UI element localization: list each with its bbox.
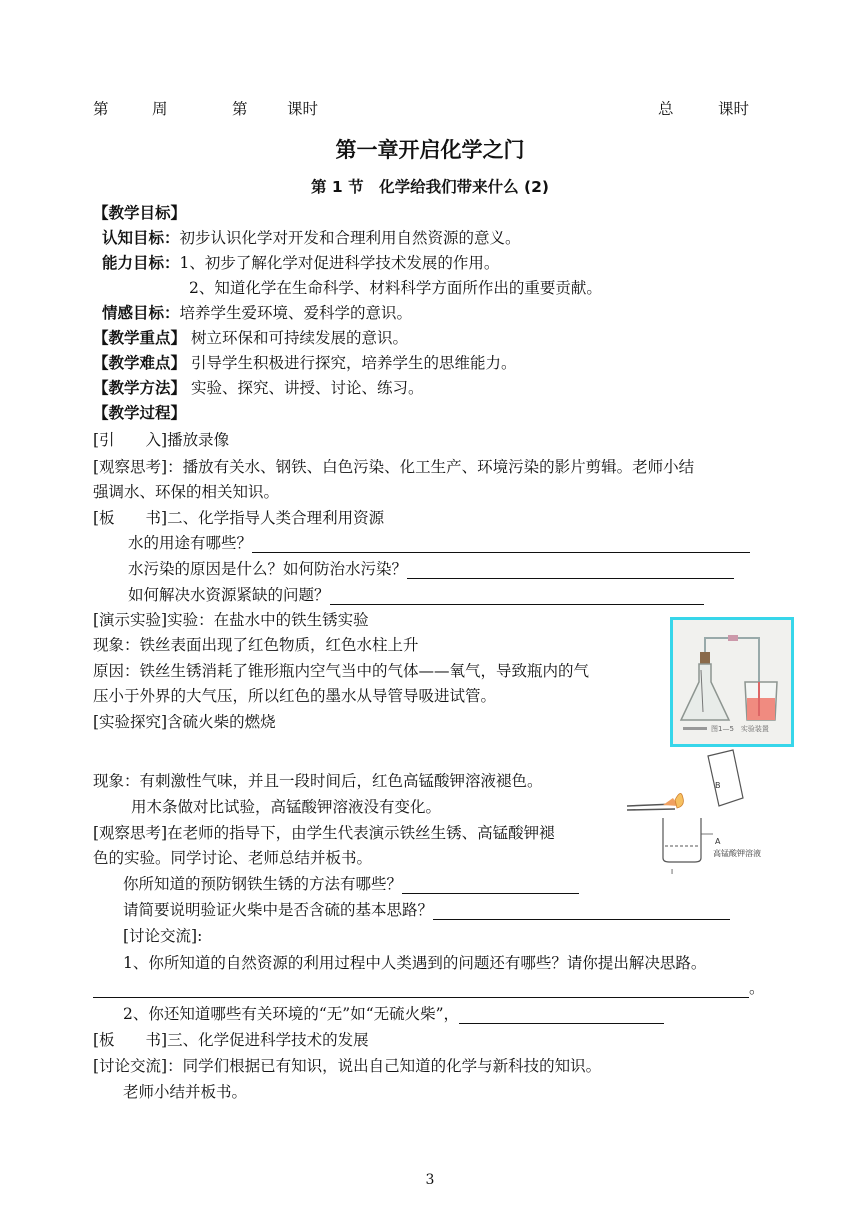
board-line-2: [板 书]二、化学指导人类合理利用资源: [93, 509, 385, 527]
answer-blank-rust[interactable]: [402, 877, 579, 894]
difficulty-row: [93, 353, 516, 373]
rust-experiment-figure: [670, 617, 794, 747]
question-water-shortage: [128, 585, 704, 605]
discuss-answer-1: [93, 978, 765, 998]
discuss-line-2: [讨论交流]：同学们根据已有知识，说出自己知道的化学与新科技的知识。: [93, 1057, 602, 1075]
question-rust-text: 你所知道的预防钢铁生锈的方法有哪些？: [123, 875, 403, 893]
match-burning-figure: [623, 748, 773, 876]
cognitive-label: 认知目标：: [102, 229, 180, 247]
observe-line-1b: 强调水、环保的相关知识。: [93, 483, 280, 501]
difficulty-label: 【教学难点】: [93, 354, 187, 372]
discuss-question-2: [123, 1004, 664, 1024]
explore-line: [实验探究]含硫火柴的燃烧: [93, 713, 276, 731]
figure2-label-b: B: [715, 781, 721, 790]
emotion-text: 培养学生爱环境、爱科学的意识。: [179, 304, 413, 322]
keypoint-label: 【教学重点】: [93, 329, 187, 347]
method-text: 实验、探究、讲授、讨论、练习。: [190, 379, 424, 397]
answer-blank-discuss-1[interactable]: [93, 981, 749, 998]
cognitive-goal: [102, 228, 521, 248]
cognitive-text: 初步认识化学对开发和合理利用自然资源的意义。: [179, 229, 521, 247]
discuss-answer-1-end: 。: [749, 979, 765, 997]
header-total-a: 总: [658, 100, 674, 118]
figure2-label-solution: 高锰酸钾溶液: [713, 849, 761, 858]
intro-line: [引 入]播放录像: [93, 431, 230, 449]
ability-text-1: 1、初步了解化学对促进科学技术发展的作用。: [179, 254, 500, 272]
goals-heading: 【教学目标】: [93, 204, 187, 222]
question-water-shortage-text: 如何解决水资源紧缺的问题？: [128, 586, 330, 604]
keypoint-text: 树立环保和可持续发展的意识。: [190, 329, 408, 347]
figure2-label-a: A: [715, 837, 721, 846]
emotion-label: 情感目标：: [102, 304, 180, 322]
match-apparatus-drawing: [623, 748, 773, 876]
header-lesson-a: 第: [232, 100, 248, 118]
demo-line: [演示实验]实验：在盐水中的铁生锈实验: [93, 611, 369, 629]
method-row: [93, 378, 423, 398]
discuss-heading-1: [讨论交流]:: [123, 927, 203, 945]
observe-line-2a: [观察思考]在老师的指导下，由学生代表演示铁丝生锈、高锰酸钾褪: [93, 824, 555, 842]
answer-blank-water-use[interactable]: [252, 536, 750, 553]
phenomenon-line-2: 现象：有刺激性气味，并且一段时间后，红色高锰酸钾溶液褪色。: [93, 772, 543, 790]
reason-line-a: 原因：铁丝生锈消耗了锥形瓶内空气当中的气体——氧气，导致瓶内的气: [93, 662, 590, 680]
discuss-question-2-text: 2、你还知道哪些有关环境的“无”如“无硫火柴”，: [123, 1005, 460, 1023]
header-lesson-b: 课时: [287, 100, 319, 118]
ability-goal-1: [102, 253, 499, 273]
question-sulfur: [123, 900, 730, 920]
header-total-b: 课时: [718, 100, 750, 118]
question-rust: [123, 874, 579, 894]
figure1-caption: 图1—5 实验装置: [711, 725, 769, 733]
question-water-pollution-text: 水污染的原因是什么？如何防治水污染？: [128, 560, 408, 578]
ability-label: 能力目标：: [102, 254, 180, 272]
summary-line: 老师小结并板书。: [123, 1083, 248, 1101]
contrast-line: 用木条做对比试验，高锰酸钾溶液没有变化。: [131, 798, 442, 816]
page-number: 3: [425, 1172, 435, 1188]
answer-blank-sulfur[interactable]: [433, 903, 730, 920]
phenomenon-line-1: 现象：铁丝表面出现了红色物质，红色水柱上升: [93, 636, 419, 654]
answer-blank-water-shortage[interactable]: [330, 588, 704, 605]
figure2-label-i: I: [671, 868, 674, 876]
keypoint-row: [93, 328, 408, 348]
header-week-b: 周: [152, 100, 168, 118]
observe-line-1a: [观察思考]：播放有关水、钢铁、白色污染、化工生产、环境污染的影片剪辑。老师小结: [93, 458, 695, 476]
question-water-use-text: 水的用途有哪些？: [128, 534, 253, 552]
rust-apparatus-drawing: [673, 620, 791, 744]
observe-line-2b: 色的实验。同学讨论、老师总结并板书。: [93, 849, 373, 867]
question-water-pollution: [128, 559, 734, 579]
question-water-use: [128, 533, 750, 553]
discuss-question-1: 1、你所知道的自然资源的利用过程中人类遇到的问题还有哪些？请你提出解决思路。: [123, 954, 707, 972]
header-week-a: 第: [93, 100, 109, 118]
method-label: 【教学方法】: [93, 379, 187, 397]
difficulty-text: 引导学生积极进行探究，培养学生的思维能力。: [190, 354, 517, 372]
answer-blank-water-pollution[interactable]: [407, 562, 734, 579]
process-heading: 【教学过程】: [93, 404, 187, 422]
ability-text-2: 2、知道化学在生命科学、材料科学方面所作出的重要贡献。: [189, 279, 602, 297]
question-sulfur-text: 请简要说明验证火柴中是否含硫的基本思路？: [123, 901, 434, 919]
reason-line-b: 压小于外界的大气压，所以红色的墨水从导管导吸进试管。: [93, 687, 497, 705]
section-title: 第 1 节 化学给我们带来什么 (2): [311, 178, 549, 196]
board-line-3: [板 书]三、化学促进科学技术的发展: [93, 1031, 369, 1049]
chapter-title: 第一章开启化学之门: [335, 138, 525, 162]
answer-blank-discuss-2[interactable]: [459, 1007, 664, 1024]
emotion-goal: [102, 303, 412, 323]
